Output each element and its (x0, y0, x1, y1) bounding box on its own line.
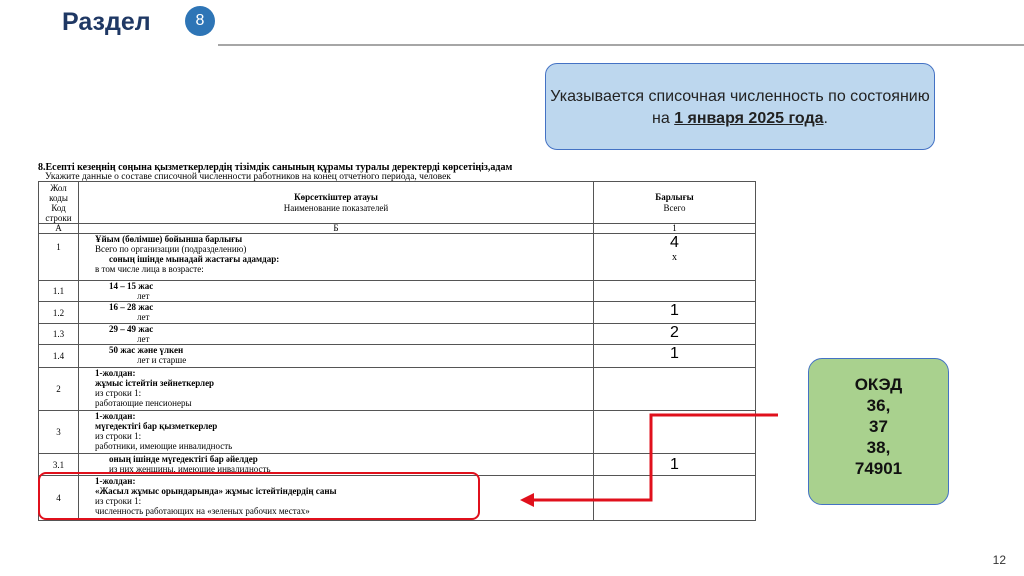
table-row: 3.1 оның ішінде мүгедектігі бар әйелдер из них женщины, имеющие инвалидность 1 (39, 454, 756, 476)
okved-line: 74901 (854, 459, 903, 478)
table-row: 3 1-жолдан: мүгедектігі бар қызметкерлер из строки 1: работники, имеющие инвалидность (39, 411, 756, 454)
header-value: Барлығы Всего (594, 182, 756, 224)
okved-line: 36, (866, 396, 891, 415)
okved-line: ОКЭД (854, 375, 903, 394)
handwritten-value: 1 (670, 302, 679, 319)
okved-box (808, 358, 949, 505)
table-row: 2 1-жолдан: жұмыс істейтін зейнеткерлер из строки 1: работающие пенсионеры (39, 368, 756, 411)
slide-number: 12 (992, 553, 1006, 567)
staff-composition-table (38, 181, 756, 521)
callout-text: Указывается списочная численность по состоянию на (550, 88, 930, 127)
table-header-row (39, 182, 756, 224)
info-callout (545, 63, 935, 150)
form-title-kz: 8.Есепті кезеңнің соңына қызметкерлердің тізімдік санының құрамы туралы деректерді көрсетіңіз,адам (38, 162, 513, 173)
header-divider (218, 44, 1024, 46)
callout-text-end: . (823, 110, 828, 127)
table-row: 1.2 16 – 28 жас лет 1 (39, 302, 756, 324)
green-jobs-highlight (38, 472, 480, 520)
section-number-badge: 8 (185, 6, 215, 36)
okved-line: 37 (869, 417, 888, 436)
handwritten-value: 1 (670, 345, 679, 362)
header-name: Көрсеткіштер атауы Наименование показателей (79, 182, 594, 224)
okved-line: 38, (866, 438, 891, 457)
handwritten-value: 4 (670, 234, 679, 251)
header-code: Жол коды Код строки (39, 182, 79, 224)
section-title: Раздел (62, 8, 151, 36)
table-row: 4 1-жолдан: «Жасыл жұмыс орындарында» жұмыс істейтіндердің саны из строки 1: численность работающих на «зеленых рабочих местах» (39, 476, 756, 521)
callout-date: 1 января 2025 года (674, 110, 824, 127)
table-letter-row: А Б 1 (39, 224, 756, 234)
form-title-ru: Укажите данные о составе списочной численности работников на конец отчетного периода, человек (45, 172, 451, 182)
table-row: 1.1 14 – 15 жас лет (39, 281, 756, 302)
table-row: 1.4 50 жас және үлкен лет и старше 1 (39, 345, 756, 368)
value-x: х (672, 252, 677, 263)
table-row: 1.3 29 – 49 жас лет 2 (39, 324, 756, 345)
handwritten-value: 1 (670, 456, 679, 473)
table-row: 1 Ұйым (бөлімше) бойынша барлығы Всего по организации (подразделению) соның ішінде мынадай жастағы адамдар: в том числе лица в возрасте: 4 х (39, 234, 756, 281)
handwritten-value: 2 (670, 324, 679, 341)
